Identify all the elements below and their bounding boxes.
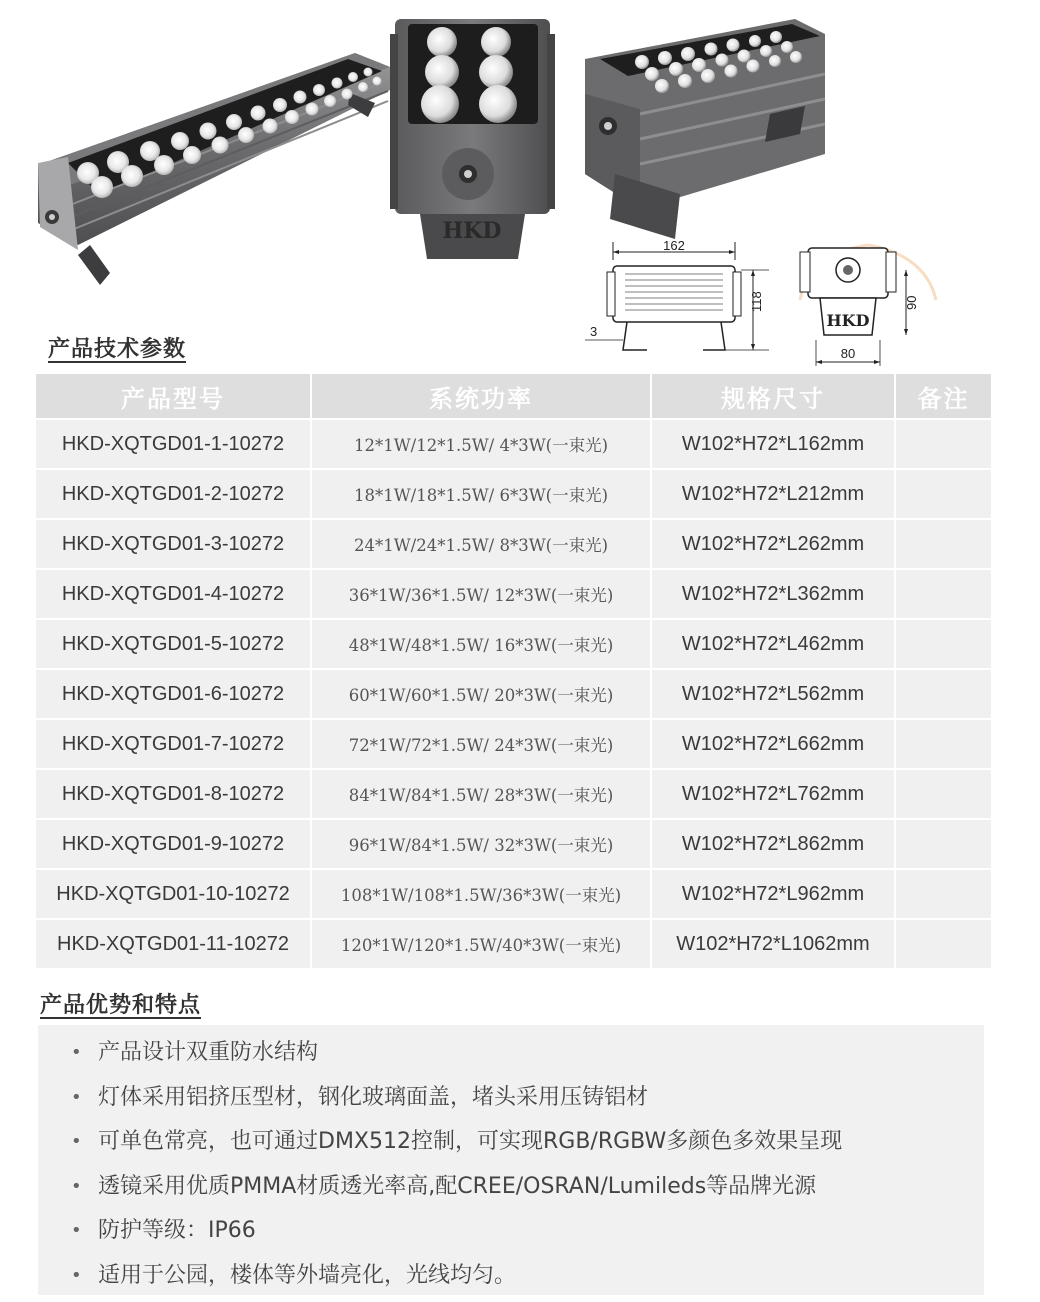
- table-row: [36, 820, 991, 868]
- cell-size: W102*H72*L262mm: [652, 520, 894, 568]
- table-row: [36, 870, 991, 918]
- feature-text: 适用于公园，楼体等外墙亮化，光线均匀。: [98, 1262, 517, 1288]
- cell-model: HKD-XQTGD01-10-10272: [36, 870, 310, 918]
- bullet-icon: •: [71, 1220, 82, 1241]
- cell-size: W102*H72*L762mm: [652, 770, 894, 818]
- cell-size: W102*H72*L362mm: [652, 570, 894, 618]
- cell-model: HKD-XQTGD01-9-10272: [36, 820, 310, 868]
- cell-model: HKD-XQTGD01-1-10272: [36, 420, 310, 468]
- drawing-side-view: [585, 238, 785, 363]
- cell-note: [896, 670, 991, 718]
- cell-size: W102*H72*L862mm: [652, 820, 894, 868]
- header-note: 备注: [896, 374, 991, 418]
- bullet-icon: •: [71, 1086, 82, 1108]
- cell-model: HKD-XQTGD01-8-10272: [36, 770, 310, 818]
- table-row: [36, 570, 991, 618]
- table-row: [36, 770, 991, 818]
- bullet-icon: •: [71, 1131, 82, 1152]
- feature-text: 防护等级：IP66: [98, 1218, 256, 1243]
- cell-power: 60*1W/60*1.5W/ 20*3W(一束光): [312, 670, 650, 718]
- cell-note: [896, 720, 991, 768]
- dimension-3: 3: [590, 324, 598, 339]
- cell-size: W102*H72*L662mm: [652, 720, 894, 768]
- cell-size: W102*H72*L962mm: [652, 870, 894, 918]
- cell-power: 48*1W/48*1.5W/ 16*3W(一束光): [312, 620, 650, 668]
- table-row: [36, 520, 991, 568]
- cell-note: [896, 620, 991, 668]
- header-power: 系统功率: [312, 374, 650, 418]
- cell-model: HKD-XQTGD01-2-10272: [36, 470, 310, 518]
- features-list: [38, 1025, 984, 1295]
- header-model: 产品型号: [36, 374, 310, 418]
- cell-power: 24*1W/24*1.5W/ 8*3W(一束光): [312, 520, 650, 568]
- product-image-long-bar: [30, 45, 395, 290]
- cell-power: 36*1W/36*1.5W/ 12*3W(一束光): [312, 570, 650, 618]
- product-image-front: [390, 14, 555, 259]
- table-row: [36, 470, 991, 518]
- bullet-icon: •: [71, 1042, 82, 1063]
- table-row: [36, 620, 991, 668]
- cell-model: HKD-XQTGD01-7-10272: [36, 720, 310, 768]
- spec-table: [34, 372, 993, 970]
- bullet-icon: •: [71, 1175, 82, 1197]
- cell-note: [896, 470, 991, 518]
- features-section-title: 产品优势和特点: [40, 993, 202, 1018]
- dimension-162: 162: [663, 238, 685, 253]
- list-item: [38, 1209, 984, 1254]
- cell-model: HKD-XQTGD01-3-10272: [36, 520, 310, 568]
- dimension-80: 80: [840, 346, 856, 361]
- spec-section-title: 产品技术参数: [48, 337, 187, 362]
- cell-power: 18*1W/18*1.5W/ 6*3W(一束光): [312, 470, 650, 518]
- list-item: [38, 1120, 984, 1165]
- cell-note: [896, 770, 991, 818]
- cell-note: [896, 520, 991, 568]
- list-item: [38, 1254, 984, 1299]
- cell-model: HKD-XQTGD01-5-10272: [36, 620, 310, 668]
- cell-model: HKD-XQTGD01-6-10272: [36, 670, 310, 718]
- cell-power: 12*1W/12*1.5W/ 4*3W(一束光): [312, 420, 650, 468]
- cell-power: 72*1W/72*1.5W/ 24*3W(一束光): [312, 720, 650, 768]
- feature-text: 产品设计双重防水结构: [98, 1040, 319, 1065]
- cell-note: [896, 920, 991, 968]
- cell-power: 108*1W/108*1.5W/36*3W(一束光): [312, 870, 650, 918]
- table-row: [36, 920, 991, 968]
- cell-note: [896, 820, 991, 868]
- table-header-row: [36, 374, 991, 418]
- cell-size: W102*H72*L462mm: [652, 620, 894, 668]
- list-item: [38, 1031, 984, 1076]
- table-row: [36, 420, 991, 468]
- cell-model: HKD-XQTGD01-4-10272: [36, 570, 310, 618]
- bullet-icon: •: [71, 1264, 82, 1286]
- dimension-90: 90: [904, 295, 919, 310]
- table-row: [36, 670, 991, 718]
- brand-logo: HKD: [442, 218, 502, 244]
- header-size: 规格尺寸: [652, 374, 894, 418]
- dimension-118: 118: [749, 291, 764, 312]
- feature-text: 灯体采用铝挤压型材，钢化玻璃面盖，堵头采用压铸铝材: [98, 1084, 649, 1110]
- cell-size: W102*H72*L1062mm: [652, 920, 894, 968]
- product-image-angled: [580, 14, 830, 239]
- drawing-front-view: [798, 240, 938, 370]
- cell-model: HKD-XQTGD01-11-10272: [36, 920, 310, 968]
- feature-text: 透镜采用优质PMMA材质透光率高,配CREE/OSRAN/Lumileds等品牌光源: [98, 1173, 817, 1199]
- drawing-brand-logo: HKD: [826, 311, 870, 330]
- cell-power: 120*1W/120*1.5W/40*3W(一束光): [312, 920, 650, 968]
- cell-size: W102*H72*L212mm: [652, 470, 894, 518]
- cell-size: W102*H72*L162mm: [652, 420, 894, 468]
- feature-text: 可单色常亮，也可通过DMX512控制，可实现RGB/RGBW多颜色多效果呈现: [98, 1129, 843, 1154]
- cell-note: [896, 420, 991, 468]
- list-item: [38, 1165, 984, 1210]
- cell-size: W102*H72*L562mm: [652, 670, 894, 718]
- table-row: [36, 720, 991, 768]
- cell-power: 96*1W/84*1.5W/ 32*3W(一束光): [312, 820, 650, 868]
- cell-note: [896, 570, 991, 618]
- cell-power: 84*1W/84*1.5W/ 28*3W(一束光): [312, 770, 650, 818]
- cell-note: [896, 870, 991, 918]
- list-item: [38, 1076, 984, 1121]
